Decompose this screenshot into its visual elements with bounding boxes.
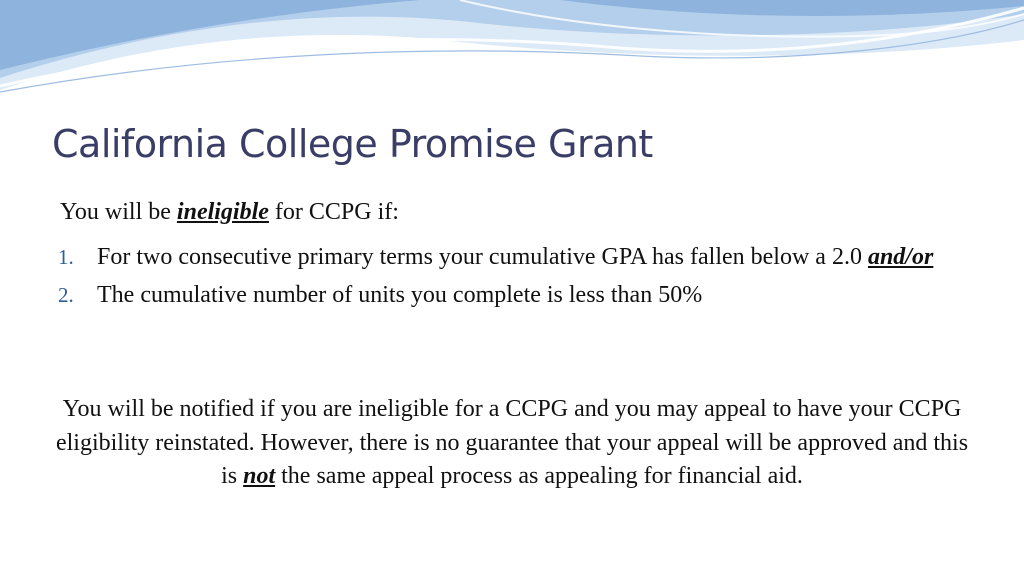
notice-after: the same appeal process as appealing for financial aid.	[281, 463, 803, 489]
list-item	[58, 240, 958, 274]
intro-line	[60, 199, 399, 226]
appeal-notice	[52, 393, 972, 494]
notice-before: You will be notified if you are ineligible for a CCPG and you may appeal to have your CCPG eligibility reinstated. However, there is no guarantee that your appeal will be approved and this is	[55, 396, 969, 489]
slide-title: California College Promise Grant	[52, 122, 653, 166]
ineligibility-conditions-list	[58, 240, 958, 316]
list-item-emphasis: and/or	[867, 244, 934, 270]
header-wave-decoration	[0, 0, 1024, 100]
list-item-number: 1.	[58, 245, 74, 269]
intro-after: for CCPG if:	[274, 199, 399, 225]
intro-before: You will be	[60, 199, 171, 225]
list-item	[58, 278, 958, 312]
notice-emphasis: not	[243, 463, 276, 489]
list-item-number: 2.	[58, 283, 74, 307]
intro-emphasis: ineligible	[176, 199, 269, 225]
list-item-text: The cumulative number of units you complete is less than 50%	[97, 282, 703, 308]
list-item-text: For two consecutive primary terms your cumulative GPA has fallen below a 2.0	[97, 244, 862, 270]
